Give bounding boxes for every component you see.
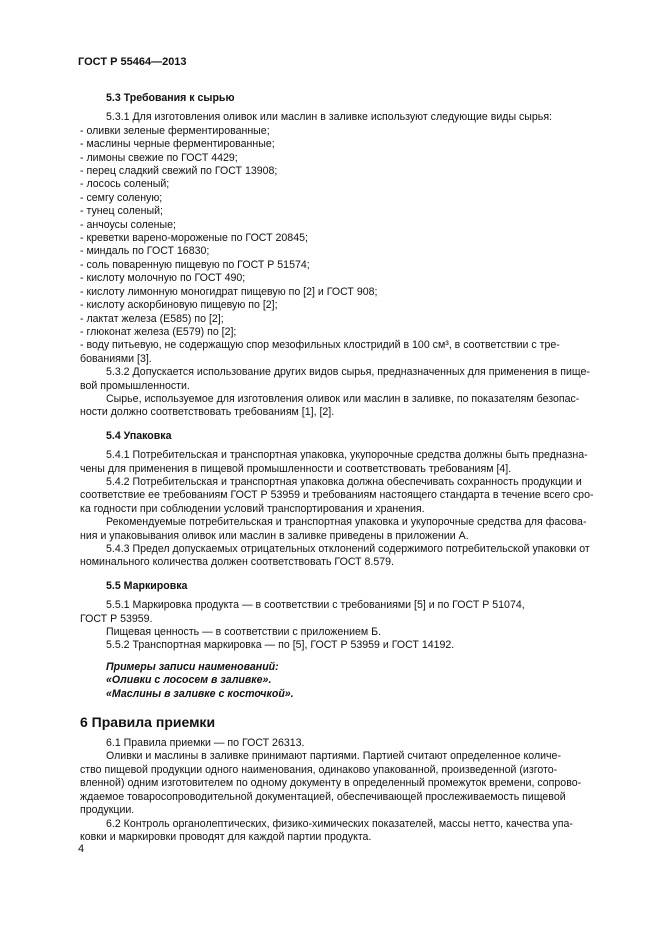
- list-item: - миндаль по ГОСТ 16830;: [80, 245, 210, 258]
- paragraph: 5.3.1 Для изготовления оливок или маслин в заливке используют следующие виды сырья:: [106, 111, 553, 124]
- paragraph-continuation: соответствие ее требованиям ГОСТ Р 53959 и требованиям настоящего стандарта в течение всего сро-: [80, 489, 594, 502]
- paragraph-continuation: ГОСТ Р 53959.: [80, 612, 153, 625]
- list-item: - оливки зеленые ферментированные;: [80, 124, 270, 137]
- paragraph: Рекомендуемые потребительская и транспортная упаковка и укупорочные средства для фасова-: [106, 516, 587, 529]
- paragraph-continuation: ковки и маркировки проводят для каждой партии продукта.: [80, 830, 372, 843]
- list-item: - кислоту аскорбиновую пищевую по [2];: [80, 299, 278, 312]
- list-item: - кислоту молочную по ГОСТ 490;: [80, 272, 246, 285]
- paragraph: 6.2 Контроль органолептических, физико-химических показателей, массы нетто, качества упа-: [106, 817, 573, 830]
- paragraph: Оливки и маслины в заливке принимают партиями. Партией считают определенное количе-: [106, 750, 561, 763]
- paragraph: 5.5.1 Маркировка продукта — в соответствии с требованиями [5] и по ГОСТ Р 51074,: [106, 599, 525, 612]
- list-item: - глюконат железа (Е579) по [2];: [80, 325, 237, 338]
- paragraph-continuation: вленной) одним изготовителем по одному документу в определенный промежуток времени, сопрово-: [80, 777, 582, 790]
- list-item: - анчоусы соленые;: [80, 218, 176, 231]
- list-item: - маслины черные ферментированные;: [80, 138, 275, 151]
- paragraph-continuation: вой промышленности.: [80, 379, 190, 392]
- list-item: - лимоны свежие по ГОСТ 4429;: [80, 151, 238, 164]
- list-item: - тунец соленый;: [80, 205, 163, 218]
- list-item: - кислоту лимонную моногидрат пищевую по [2] и ГОСТ 908;: [80, 285, 378, 298]
- paragraph-continuation: номинального количества должен соответствовать ГОСТ 8.579.: [80, 556, 394, 569]
- list-item: - семгу соленую;: [80, 191, 163, 204]
- paragraph: 5.5.2 Транспортная маркировка — по [5], ГОСТ Р 53959 и ГОСТ 14192.: [106, 639, 455, 652]
- paragraph: 5.4.1 Потребительская и транспортная упаковка, укупорочные средства должны быть предназна-: [106, 449, 588, 462]
- list-item-continuation: бованиями [3].: [80, 352, 152, 365]
- paragraph-continuation: ство пищевой продукции одного наименования, одинаково упакованной, произведенной (изгото-: [80, 763, 558, 776]
- examples-title: Примеры записи наименований:: [106, 660, 279, 673]
- list-item: - креветки варено-мороженые по ГОСТ 20845;: [80, 232, 308, 245]
- paragraph: 6.1 Правила приемки — по ГОСТ 26313.: [106, 737, 305, 750]
- paragraph-continuation: ности должно соответствовать требованиям [1], [2].: [80, 406, 335, 419]
- paragraph: 5.4.3 Предел допускаемых отрицательных отклонений содержимого потребительской упаковки от: [106, 543, 590, 555]
- paragraph-continuation: чены для применения в пищевой промышленности и соответствовать требованиям [4].: [80, 462, 512, 475]
- example-item: «Маслины в заливке с косточкой».: [106, 687, 294, 700]
- section-6-title: 6 Правила приемки: [80, 714, 216, 731]
- paragraph: 5.3.2 Допускается использование других видов сырья, предназначенных для применения в пище-: [106, 366, 590, 379]
- list-item: - воду питьевую, не содержащую спор мезофильных клостридий в 100 см³, в соответствии с тре-: [80, 339, 560, 352]
- paragraph-continuation: продукции.: [80, 804, 135, 817]
- page-body: [80, 92, 616, 844]
- list-item: - соль поваренную пищевую по ГОСТ Р 51574;: [80, 258, 310, 271]
- list-item: - лосось соленый;: [80, 178, 170, 191]
- section-5-4-title: 5.4 Упаковка: [106, 429, 172, 442]
- paragraph: Пищевая ценность — в соответствии с приложением Б.: [106, 626, 382, 639]
- section-5-3-title: 5.3 Требования к сырью: [106, 92, 235, 104]
- page-number: 4: [78, 843, 85, 855]
- example-item: «Оливки с лососем в заливке».: [106, 674, 272, 687]
- document-code-header: ГОСТ Р 55464—2013: [78, 56, 187, 68]
- list-item: - перец сладкий свежий по ГОСТ 13908;: [80, 165, 278, 178]
- list-item: - лактат железа (Е585) по [2];: [80, 312, 224, 325]
- paragraph-continuation: ния и упаковывания оливок или маслин в заливке приведены в приложении А.: [80, 529, 469, 542]
- paragraph-continuation: ка годности при соблюдении условий транспортирования и хранения.: [80, 502, 425, 515]
- paragraph-continuation: ждаемое товаросопроводительной документацией, обеспечивающей прослеживаемость пищевой: [80, 790, 566, 803]
- raw-materials-list: [80, 125, 616, 366]
- section-5-5-title: 5.5 Маркировка: [106, 579, 188, 592]
- paragraph: 5.4.2 Потребительская и транспортная упаковка должна обеспечивать сохранность продукции и: [106, 475, 582, 488]
- paragraph: Сырье, используемое для изготовления оливок или маслин в заливке, по показателям безопас-: [106, 392, 580, 405]
